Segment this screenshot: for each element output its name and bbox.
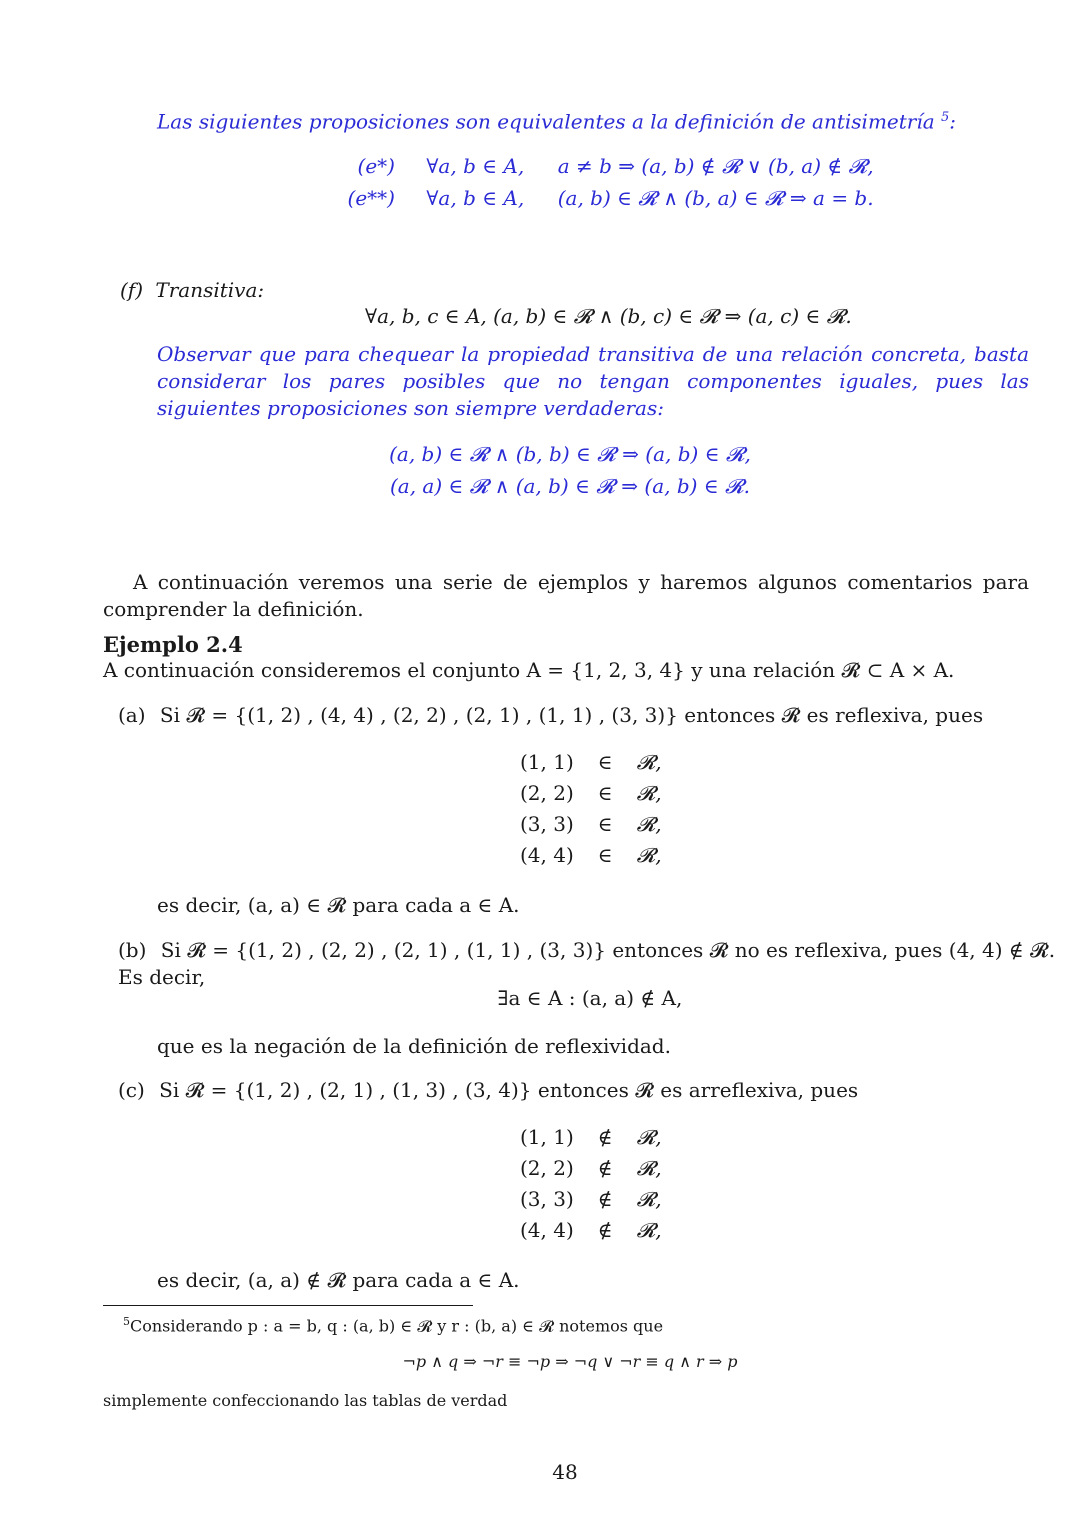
eq-label: (e**) [347, 186, 395, 210]
item-text: Si 𝓡 = {(1, 2) , (2, 1) , (1, 3) , (3, 4)} entonces 𝓡 es arreflexiva, pues [159, 1078, 859, 1102]
antisym-intro: Las siguientes proposiciones son equivalentes a la definición de antisimetría $^5$: [157, 109, 957, 134]
pair: (3, 3) [520, 1187, 574, 1211]
example-c-conclusion: es decir, (a, a) ∉ 𝓡 para cada a ∈ A. [157, 1268, 520, 1292]
pair: (2, 2) [520, 1156, 574, 1180]
transitive-heading [120, 277, 264, 304]
example-heading: Ejemplo 2.4 [103, 632, 243, 657]
footnote-ref[interactable]: 5 [941, 110, 950, 125]
item-label: (c) [118, 1078, 145, 1102]
example-b-conclusion: que es la negación de la definición de reflexividad. [157, 1034, 671, 1058]
membership-row [520, 747, 662, 778]
relation-set: 𝓡, [636, 1125, 662, 1149]
transitive-note: Observar que para chequear la propiedad transitiva de una relación concreta, basta considerar los pares posibles que no tengan componentes iguales, pues las siguientes proposiciones son siempre verdaderas: [157, 342, 1029, 420]
pair: (2, 2) [520, 781, 574, 805]
membership-row [520, 809, 662, 840]
footnote-text: $^5$Considerando p : a = b, q : (a, b) ∈ 𝓡 y r : (b, a) ∈ 𝓡 notemos que [123, 1315, 664, 1336]
membership-row [520, 1184, 662, 1215]
reflexive-membership-table [520, 747, 662, 871]
equation: (a, a) ∈ 𝓡 ∧ (a, b) ∈ 𝓡 ⇒ (a, b) ∈ 𝓡. [389, 474, 751, 498]
irreflexive-membership-table [520, 1122, 662, 1246]
relation-symbol: ∉ [597, 1156, 613, 1180]
pair: (4, 4) [520, 1218, 574, 1242]
formula: (a, b) ∈ 𝓡 ∧ (b, a) ∈ 𝓡 ⇒ a = b. [557, 186, 874, 210]
membership-row [520, 778, 662, 809]
membership-row [520, 1153, 662, 1184]
relation-symbol: ∈ [597, 781, 613, 805]
relation-set: 𝓡, [636, 812, 662, 836]
transitive-equations [300, 438, 840, 502]
item-label: (f) [120, 278, 144, 302]
example-a-conclusion: es decir, (a, a) ∈ 𝓡 para cada a ∈ A. [157, 893, 520, 917]
pair: (1, 1) [520, 1125, 574, 1149]
footnote-rule [103, 1305, 473, 1306]
relation-set: 𝓡, [636, 1218, 662, 1242]
relation-symbol: ∉ [597, 1125, 613, 1149]
continuation-paragraph: A continuación veremos una serie de ejemplos y haremos algunos comentarios para comprender la definición. [103, 570, 1029, 621]
pair: (3, 3) [520, 812, 574, 836]
pair: (1, 1) [520, 750, 574, 774]
footnote-mark: 5 [123, 1315, 130, 1328]
relation-set: 𝓡, [636, 750, 662, 774]
item-label: (b) [118, 938, 147, 962]
quantifier: ∀a, b ∈ A, [426, 186, 525, 210]
item-text: Si 𝓡 = {(1, 2) , (4, 4) , (2, 2) , (2, 1) , (1, 1) , (3, 3)} entonces 𝓡 es reflexiva, pues [159, 703, 984, 727]
relation-symbol: ∈ [597, 812, 613, 836]
example-item-c [118, 1077, 858, 1104]
relation-set: 𝓡, [636, 1187, 662, 1211]
pair: (4, 4) [520, 843, 574, 867]
relation-symbol: ∉ [597, 1218, 613, 1242]
relation-symbol: ∉ [597, 1187, 613, 1211]
footnote-tail: simplemente confeccionando las tablas de verdad [103, 1391, 508, 1410]
quantifier: ∀a, b ∈ A, [426, 154, 525, 178]
transitive-definition: ∀a, b, c ∈ A, (a, b) ∈ 𝓡 ∧ (b, c) ∈ 𝓡 ⇒ (a, c) ∈ 𝓡. [365, 304, 852, 328]
relation-set: 𝓡, [636, 843, 662, 867]
footnote-equation: ¬p ∧ q ⇒ ¬r ≡ ¬p ⇒ ¬q ∨ ¬r ≡ q ∧ r ⇒ p [402, 1352, 738, 1371]
relation-symbol: ∈ [597, 750, 613, 774]
equation: (a, b) ∈ 𝓡 ∧ (b, b) ∈ 𝓡 ⇒ (a, b) ∈ 𝓡, [389, 442, 751, 466]
relation-set: 𝓡, [636, 1156, 662, 1180]
example-b-equation: ∃a ∈ A : (a, a) ∉ A, [497, 986, 683, 1010]
item-text: Si 𝓡 = {(1, 2) , (2, 2) , (2, 1) , (1, 1) , (3, 3)} entonces 𝓡 no es reflexiva, pues (4, 4) ∉ 𝓡. Es decir, [118, 938, 1056, 989]
relation-set: 𝓡, [636, 781, 662, 805]
example-item-a [118, 702, 983, 729]
antisym-equations [340, 150, 874, 214]
antisym-row-1 [340, 150, 874, 182]
relation-symbol: ∈ [597, 843, 613, 867]
antisym-row-2 [340, 182, 874, 214]
item-label: (a) [118, 703, 146, 727]
membership-row [520, 840, 662, 871]
example-intro: A continuación consideremos el conjunto A = {1, 2, 3, 4} y una relación 𝓡 ⊂ A × A. [103, 658, 955, 682]
page-number: 48 [552, 1460, 578, 1484]
item-title: Transitiva: [155, 278, 265, 302]
eq-label: (e*) [357, 154, 395, 178]
membership-row [520, 1122, 662, 1153]
membership-row [520, 1215, 662, 1246]
formula: a ≠ b ⇒ (a, b) ∉ 𝓡 ∨ (b, a) ∉ 𝓡, [557, 154, 874, 178]
